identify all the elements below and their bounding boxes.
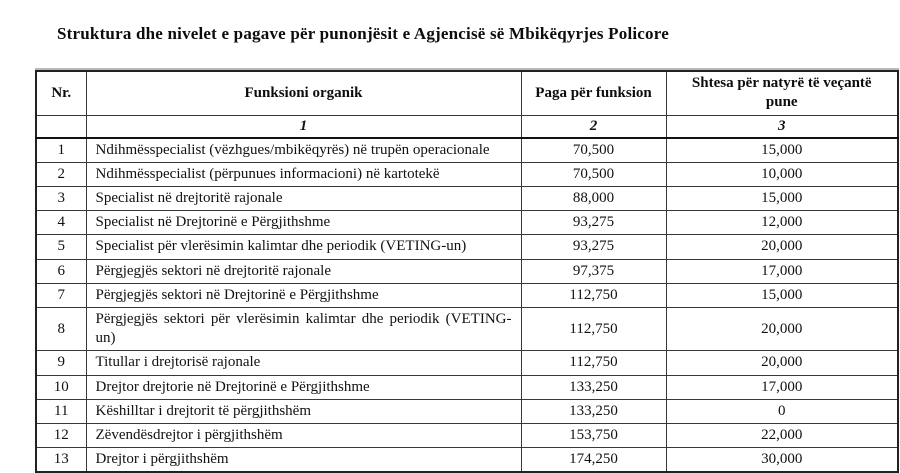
row-number-cell: 6 bbox=[36, 259, 86, 283]
salary-table bbox=[35, 70, 899, 473]
funksion-cell: Këshilltar i drejtorit të përgjithshëm bbox=[86, 399, 521, 423]
shtesa-cell: 20,000 bbox=[666, 308, 898, 351]
shtesa-cell: 30,000 bbox=[666, 448, 898, 473]
row-number-cell: 4 bbox=[36, 211, 86, 235]
funksion-cell: Drejtor drejtorie në Drejtorinë e Përgjithshme bbox=[86, 375, 521, 399]
shtesa-cell: 17,000 bbox=[666, 375, 898, 399]
header-funksion: Funksioni organik bbox=[86, 71, 521, 115]
table-row bbox=[36, 187, 898, 211]
shtesa-cell: 20,000 bbox=[666, 351, 898, 375]
paga-cell: 153,750 bbox=[521, 423, 666, 447]
table-row bbox=[36, 138, 898, 163]
row-number-cell: 11 bbox=[36, 399, 86, 423]
funksion-cell: Specialist në Drejtorinë e Përgjithshme bbox=[86, 211, 521, 235]
table-row bbox=[36, 283, 898, 307]
funksion-cell: Specialist në drejtoritë rajonale bbox=[86, 187, 521, 211]
colnum-nr bbox=[36, 115, 86, 138]
paga-cell: 133,250 bbox=[521, 399, 666, 423]
paga-cell: 112,750 bbox=[521, 308, 666, 351]
table-row bbox=[36, 351, 898, 375]
header-nr: Nr. bbox=[36, 71, 86, 115]
row-number-cell: 3 bbox=[36, 187, 86, 211]
table-row bbox=[36, 162, 898, 186]
paga-cell: 70,500 bbox=[521, 138, 666, 163]
shtesa-cell: 0 bbox=[666, 399, 898, 423]
row-number-cell: 13 bbox=[36, 448, 86, 473]
funksion-cell: Ndihmësspecialist (vëzhgues/mbikëqyrës) në trupën operacionale bbox=[86, 138, 521, 163]
funksion-cell: Përgjegjës sektori në drejtoritë rajonale bbox=[86, 259, 521, 283]
table-row bbox=[36, 235, 898, 259]
paga-cell: 70,500 bbox=[521, 162, 666, 186]
row-number-cell: 2 bbox=[36, 162, 86, 186]
shtesa-cell: 10,000 bbox=[666, 162, 898, 186]
table-row bbox=[36, 308, 898, 351]
row-number-cell: 7 bbox=[36, 283, 86, 307]
page-title: Struktura dhe nivelet e pagave për punonjësit e Agjencisë së Mbikëqyrjes Policore bbox=[57, 24, 669, 43]
row-number-cell: 5 bbox=[36, 235, 86, 259]
shtesa-cell: 15,000 bbox=[666, 138, 898, 163]
paga-cell: 112,750 bbox=[521, 283, 666, 307]
funksion-cell: Titullar i drejtorisë rajonale bbox=[86, 351, 521, 375]
paga-cell: 93,275 bbox=[521, 211, 666, 235]
funksion-cell: Përgjegjës sektori për vlerësimin kalimtar dhe periodik (VETING-un) bbox=[86, 308, 521, 351]
colnum-shtesa: 3 bbox=[666, 115, 898, 138]
shtesa-cell: 17,000 bbox=[666, 259, 898, 283]
paga-cell: 174,250 bbox=[521, 448, 666, 473]
table-row bbox=[36, 259, 898, 283]
row-number-cell: 9 bbox=[36, 351, 86, 375]
column-number-row bbox=[36, 115, 898, 138]
table-row bbox=[36, 448, 898, 473]
header-paga: Paga për funksion bbox=[521, 71, 666, 115]
shtesa-cell: 22,000 bbox=[666, 423, 898, 447]
paga-cell: 133,250 bbox=[521, 375, 666, 399]
row-number-cell: 12 bbox=[36, 423, 86, 447]
shtesa-cell: 15,000 bbox=[666, 283, 898, 307]
table-header-row bbox=[36, 71, 898, 115]
paga-cell: 112,750 bbox=[521, 351, 666, 375]
colnum-funksion: 1 bbox=[86, 115, 521, 138]
table-row bbox=[36, 211, 898, 235]
row-number-cell: 1 bbox=[36, 138, 86, 163]
header-shtesa: Shtesa për natyrë të veçantë pune bbox=[666, 71, 898, 115]
shtesa-cell: 20,000 bbox=[666, 235, 898, 259]
funksion-cell: Drejtor i përgjithshëm bbox=[86, 448, 521, 473]
table-row bbox=[36, 375, 898, 399]
funksion-cell: Zëvendësdrejtor i përgjithshëm bbox=[86, 423, 521, 447]
funksion-cell: Përgjegjës sektori në Drejtorinë e Përgjithshme bbox=[86, 283, 521, 307]
funksion-cell: Ndihmësspecialist (përpunues informacioni) në kartotekë bbox=[86, 162, 521, 186]
table-body bbox=[36, 138, 898, 473]
paga-cell: 88,000 bbox=[521, 187, 666, 211]
row-number-cell: 8 bbox=[36, 308, 86, 351]
paga-cell: 93,275 bbox=[521, 235, 666, 259]
row-number-cell: 10 bbox=[36, 375, 86, 399]
shtesa-cell: 15,000 bbox=[666, 187, 898, 211]
colnum-paga: 2 bbox=[521, 115, 666, 138]
table-row bbox=[36, 399, 898, 423]
table-row bbox=[36, 423, 898, 447]
funksion-cell: Specialist për vlerësimin kalimtar dhe periodik (VETING-un) bbox=[86, 235, 521, 259]
shtesa-cell: 12,000 bbox=[666, 211, 898, 235]
paga-cell: 97,375 bbox=[521, 259, 666, 283]
